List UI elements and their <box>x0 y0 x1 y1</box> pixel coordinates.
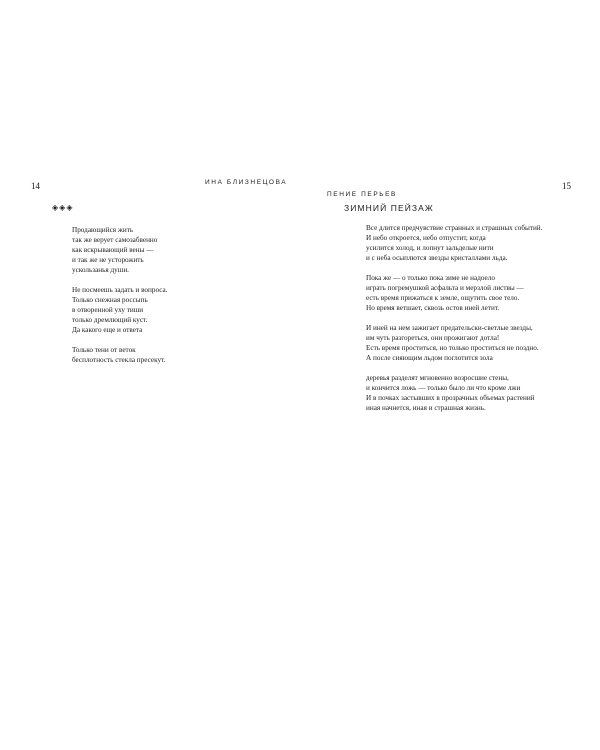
poem-line: и с неба осыплются звезды кристаллами льда. <box>366 254 508 262</box>
poem-line: И небо откроется, небо отпустит, когда <box>366 234 486 242</box>
poem-line: иная начнется, иная и страшная жизнь. <box>366 404 486 412</box>
diamond-ornament-icon: ◈ <box>59 203 66 212</box>
poem-line: как вскрывающий вены — <box>72 246 154 254</box>
poem-line: Только снежная россыпь <box>72 296 148 304</box>
running-head-book-title: ПЕНИЕ ПЕРЬЕВ <box>327 191 397 198</box>
poem-line: им чуть разгореться, они прожигают дотла! <box>366 334 500 342</box>
poem-line: И иней на нем зажигает предательски-светлые звезды, <box>366 324 533 332</box>
poem-line: деревья разделят мгновенно возросшие стены, <box>366 374 509 382</box>
poem-left <box>72 225 168 375</box>
poem-line: Не посмеешь задать и вопроса. <box>72 286 168 294</box>
poem-line: Все длится предчувствие странных и страшных событий. <box>366 224 543 232</box>
poem-line: ускользанья души. <box>72 266 129 274</box>
poem-line: только дремлющий куст. <box>72 316 148 324</box>
stanza <box>72 225 168 275</box>
stanza <box>366 223 542 263</box>
poem-line: И в почках застывших в прозрачных объемах растений <box>366 394 535 402</box>
stanza <box>366 323 542 363</box>
poem-line: Продающийся жить <box>72 226 134 234</box>
right-page <box>300 0 600 750</box>
running-head-author: ИНА БЛИЗНЕЦОВА <box>205 179 288 186</box>
poem-line: Пока же — о только пока зиме не надоело <box>366 274 495 282</box>
poem-right <box>366 223 542 423</box>
page-number-left: 14 <box>31 181 40 191</box>
poem-line: бесплотность стекла пресекут. <box>72 356 166 364</box>
poem-line: в отворенной уху тиши <box>72 306 144 314</box>
diamond-ornament <box>52 203 72 212</box>
poem-line: Есть время проститься, но только проститься не поздно. <box>366 344 539 352</box>
stanza <box>72 285 168 335</box>
poem-line: Да какого еще и ответа <box>72 326 143 334</box>
poem-line: Но время ветшает, сквозь остов иней летит. <box>366 304 500 312</box>
poem-line: играть погремушкой асфальта и мерзлой листвы — <box>366 284 524 292</box>
stanza <box>366 373 542 413</box>
poem-title: ЗИМНИЙ ПЕЙЗАЖ <box>344 203 434 213</box>
poem-line: и так же не усторожить <box>72 256 144 264</box>
poem-line: есть время прижаться к земле, ощутить свое тело. <box>366 294 520 302</box>
poem-line: А после сияющим льдом поглотится зола <box>366 354 493 362</box>
poem-line: Только тени от веток <box>72 346 136 354</box>
poem-line: и кончится ложь — только было ли что кроме лжи <box>366 384 521 392</box>
diamond-ornament-icon: ◈ <box>66 203 73 212</box>
page-number-right: 15 <box>562 181 571 191</box>
stanza <box>366 273 542 313</box>
diamond-ornament-icon: ◈ <box>52 203 59 212</box>
poem-line: так же верует самозабвенно <box>72 236 158 244</box>
stanza <box>72 345 168 365</box>
poem-line: усилится холод, и лопнут зальделые нити <box>366 244 494 252</box>
